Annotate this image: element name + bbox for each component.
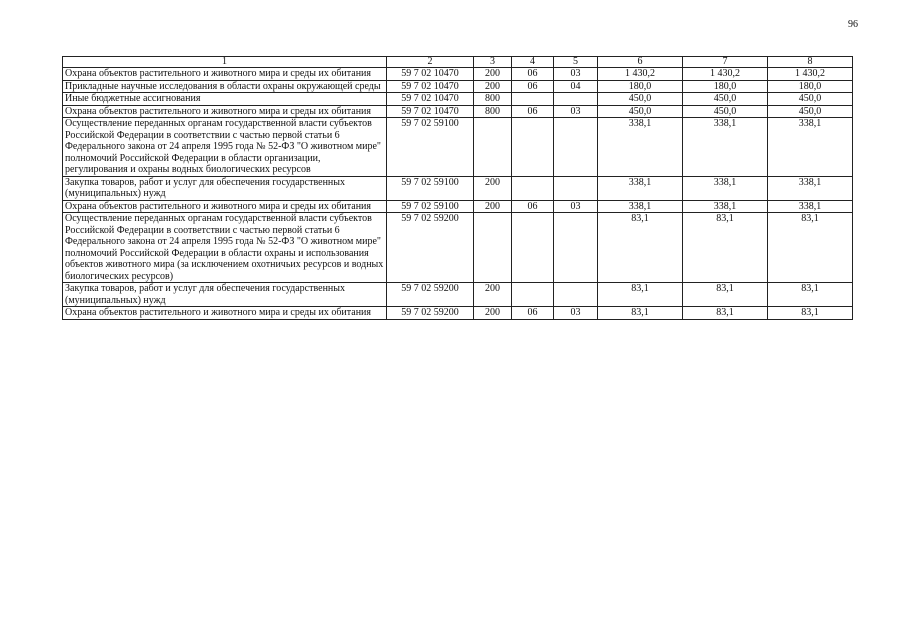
- row-name-cell: Иные бюджетные ассигнования: [63, 93, 387, 106]
- row-col4-cell: 06: [512, 68, 554, 81]
- row-value6-cell: 338,1: [598, 118, 683, 177]
- row-col5-cell: 03: [554, 307, 598, 320]
- row-col4-cell: 06: [512, 80, 554, 93]
- row-col3-cell: 200: [474, 283, 512, 307]
- row-value6-cell: 83,1: [598, 213, 683, 283]
- row-value6-cell: 338,1: [598, 200, 683, 213]
- row-col3-cell: 800: [474, 93, 512, 106]
- column-header: 2: [387, 57, 474, 68]
- row-col5-cell: 03: [554, 68, 598, 81]
- table-row: [63, 105, 853, 118]
- row-value6-cell: 180,0: [598, 80, 683, 93]
- row-value7-cell: 1 430,2: [683, 68, 768, 81]
- row-col4-cell: [512, 176, 554, 200]
- row-name-cell: Охрана объектов растительного и животного мира и среды их обитания: [63, 200, 387, 213]
- column-header: 7: [683, 57, 768, 68]
- budget-table: [62, 56, 853, 320]
- table-row: [63, 307, 853, 320]
- column-header: 8: [768, 57, 853, 68]
- row-value8-cell: 83,1: [768, 213, 853, 283]
- row-value6-cell: 338,1: [598, 176, 683, 200]
- row-value7-cell: 338,1: [683, 176, 768, 200]
- row-value7-cell: 83,1: [683, 213, 768, 283]
- table-row: [63, 283, 853, 307]
- row-name-cell: Закупка товаров, работ и услуг для обеспечения государственных (муниципальных) нужд: [63, 176, 387, 200]
- row-col4-cell: [512, 283, 554, 307]
- table-row: [63, 213, 853, 283]
- row-code-cell: 59 7 02 59200: [387, 307, 474, 320]
- row-value8-cell: 1 430,2: [768, 68, 853, 81]
- page-number: 96: [848, 19, 858, 30]
- row-value7-cell: 450,0: [683, 93, 768, 106]
- row-col3-cell: 200: [474, 68, 512, 81]
- row-code-cell: 59 7 02 59100: [387, 176, 474, 200]
- row-code-cell: 59 7 02 59100: [387, 118, 474, 177]
- row-col5-cell: 04: [554, 80, 598, 93]
- row-code-cell: 59 7 02 10470: [387, 93, 474, 106]
- row-col3-cell: 200: [474, 200, 512, 213]
- row-col4-cell: 06: [512, 200, 554, 213]
- row-value7-cell: 180,0: [683, 80, 768, 93]
- row-name-cell: Осуществление переданных органам государственной власти субъектов Российской Федерации в соответствии с частью первой статьи 6 Федерального закона от 24 апреля 1995 года № 52-ФЗ "О животном мире" полномочий Российской Федерации в области организации, регулирования и охраны водных биологических ресурсов: [63, 118, 387, 177]
- row-value8-cell: 450,0: [768, 105, 853, 118]
- row-col3-cell: 800: [474, 105, 512, 118]
- row-col5-cell: 03: [554, 200, 598, 213]
- row-col4-cell: 06: [512, 105, 554, 118]
- row-col3-cell: [474, 213, 512, 283]
- column-header: 6: [598, 57, 683, 68]
- row-value7-cell: 338,1: [683, 118, 768, 177]
- row-code-cell: 59 7 02 10470: [387, 80, 474, 93]
- row-name-cell: Охрана объектов растительного и животного мира и среды их обитания: [63, 105, 387, 118]
- row-col5-cell: [554, 93, 598, 106]
- row-col3-cell: 200: [474, 80, 512, 93]
- row-code-cell: 59 7 02 59200: [387, 283, 474, 307]
- row-value6-cell: 83,1: [598, 283, 683, 307]
- column-header: 1: [63, 57, 387, 68]
- row-name-cell: Охрана объектов растительного и животного мира и среды их обитания: [63, 68, 387, 81]
- row-name-cell: Прикладные научные исследования в области охраны окружающей среды: [63, 80, 387, 93]
- row-value8-cell: 83,1: [768, 307, 853, 320]
- row-value6-cell: 450,0: [598, 93, 683, 106]
- row-col4-cell: [512, 118, 554, 177]
- row-value6-cell: 83,1: [598, 307, 683, 320]
- table-header-row: [63, 57, 853, 68]
- row-value7-cell: 83,1: [683, 283, 768, 307]
- row-value8-cell: 450,0: [768, 93, 853, 106]
- row-value8-cell: 338,1: [768, 176, 853, 200]
- row-col5-cell: [554, 176, 598, 200]
- table-row: [63, 80, 853, 93]
- row-col5-cell: [554, 118, 598, 177]
- row-value7-cell: 83,1: [683, 307, 768, 320]
- table-row: [63, 68, 853, 81]
- row-col3-cell: 200: [474, 307, 512, 320]
- row-value8-cell: 338,1: [768, 200, 853, 213]
- row-value8-cell: 180,0: [768, 80, 853, 93]
- table-row: [63, 200, 853, 213]
- column-header: 4: [512, 57, 554, 68]
- column-header: 3: [474, 57, 512, 68]
- row-col4-cell: [512, 213, 554, 283]
- row-value8-cell: 83,1: [768, 283, 853, 307]
- table-row: [63, 176, 853, 200]
- row-col3-cell: 200: [474, 176, 512, 200]
- row-name-cell: Осуществление переданных органам государственной власти субъектов Российской Федерации в соответствии с частью первой статьи 6 Федерального закона от 24 апреля 1995 года № 52-ФЗ "О животном мире" полномочий Российской Федерации в области охраны и использования объектов животного мира (за исключением охотничьих ресурсов и водных биологических ресурсов): [63, 213, 387, 283]
- row-code-cell: 59 7 02 10470: [387, 105, 474, 118]
- row-col5-cell: [554, 283, 598, 307]
- row-code-cell: 59 7 02 10470: [387, 68, 474, 81]
- row-name-cell: Охрана объектов растительного и животного мира и среды их обитания: [63, 307, 387, 320]
- row-col3-cell: [474, 118, 512, 177]
- row-value7-cell: 338,1: [683, 200, 768, 213]
- row-col5-cell: [554, 213, 598, 283]
- row-name-cell: Закупка товаров, работ и услуг для обеспечения государственных (муниципальных) нужд: [63, 283, 387, 307]
- row-col4-cell: 06: [512, 307, 554, 320]
- row-value7-cell: 450,0: [683, 105, 768, 118]
- row-value6-cell: 450,0: [598, 105, 683, 118]
- column-header: 5: [554, 57, 598, 68]
- row-col5-cell: 03: [554, 105, 598, 118]
- table-row: [63, 118, 853, 177]
- row-code-cell: 59 7 02 59100: [387, 200, 474, 213]
- row-code-cell: 59 7 02 59200: [387, 213, 474, 283]
- row-value8-cell: 338,1: [768, 118, 853, 177]
- row-col4-cell: [512, 93, 554, 106]
- row-value6-cell: 1 430,2: [598, 68, 683, 81]
- table-row: [63, 93, 853, 106]
